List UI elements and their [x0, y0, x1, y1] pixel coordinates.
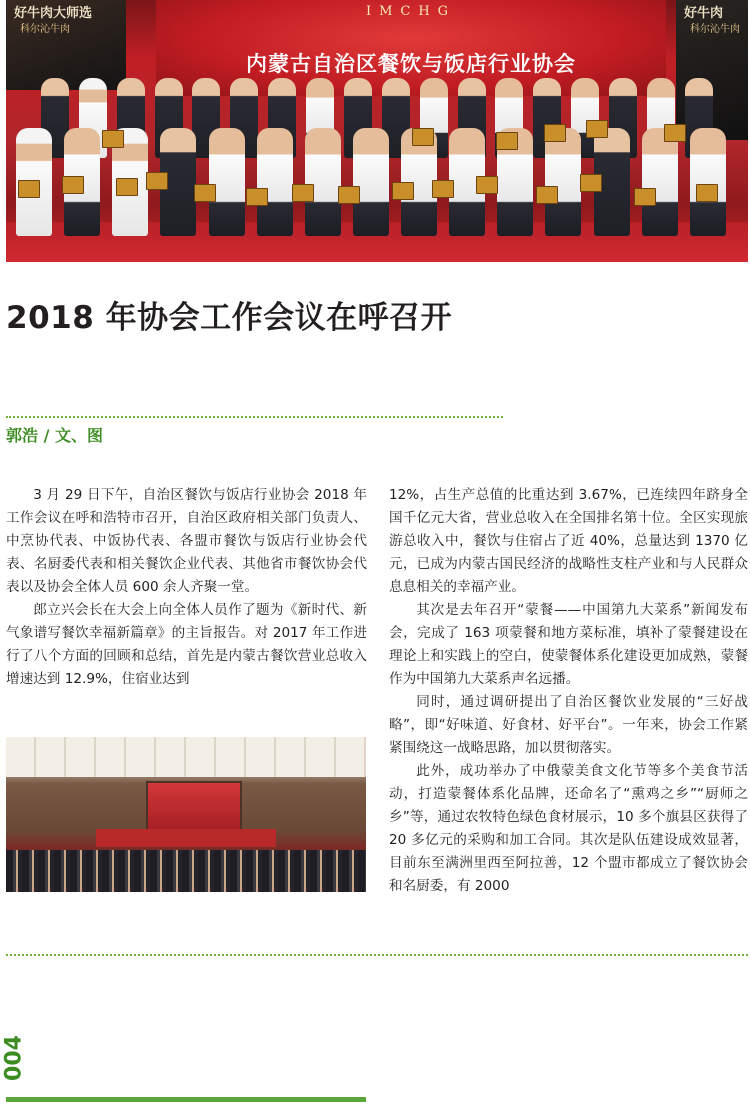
paragraph: 12%，占生产总值的比重达到 3.67%，已连续四年跻身全国千亿元大省，营业总收入在全国排名第十位。全区实现旅游总收入中，餐饮与住宿占了近 40%，总量达到 1370 亿元，已成为内蒙古国民经济的战略性支柱产业和与人民群众息息相关的幸福产业。 [389, 487, 748, 595]
screen-brand: IMCHG [365, 4, 457, 19]
screen-banner: 内蒙古自治区餐饮与饭店行业协会 [246, 52, 576, 76]
meeting-hall-photo [6, 737, 366, 892]
hall-audience [6, 850, 366, 892]
article-column-left [6, 484, 367, 691]
paragraph: 此外，成功举办了中俄蒙美食文化节等多个美食节活动，打造蒙餐体系化品牌，还命名了“熏鸡之乡”“厨师之乡”等，通过农牧特色绿色食材展示，10 多个旗县区获得了 20 多亿元的采购和加工合同。其次是队伍建设成效显著，目前东至满洲里西至阿拉善，12 个盟市都成立了餐饮协会和名厨委，有 2000 [389, 763, 748, 894]
hall-ceiling [6, 737, 366, 777]
side-screen-right-sub: 科尔沁牛肉 [690, 24, 740, 35]
article-byline: 郭浩 / 文、图 [6, 426, 103, 445]
side-screen-left-sub: 科尔沁牛肉 [20, 24, 70, 35]
paragraph: 3 月 29 日下午，自治区餐饮与饭店行业协会 2018 年工作会议在呼和浩特市召开，自治区政府相关部门负责人、中烹协代表、中饭协代表、各盟市餐饮与饭店行业协会代表、名厨委代表和相关餐饮企业代表、其他省市餐饮协会代表以及协会全体人员 600 余人齐聚一堂。 [6, 487, 367, 595]
side-screen-right-title: 好牛肉 [684, 6, 724, 21]
paragraph: 其次是去年召开“蒙餐——中国第九大菜系”新闻发布会，完成了 163 项蒙餐和地方菜标准，填补了蒙餐建设在理论上和实践上的空白，使蒙餐体系化建设更加成熟，蒙餐作为中国第九大菜系声名远播。 [389, 602, 748, 687]
footer-bar [6, 1097, 366, 1102]
article-column-right [389, 484, 748, 898]
footer-divider [6, 954, 748, 956]
group-photo [6, 0, 748, 262]
side-screen-left [6, 0, 126, 90]
article-headline: 2018 年协会工作会议在呼召开 [6, 300, 453, 336]
byline-divider [6, 416, 503, 418]
hall-screen [146, 781, 242, 833]
page-number [2, 1030, 26, 1086]
side-screen-left-title: 好牛肉大师选 [14, 6, 93, 21]
paragraph: 郎立兴会长在大会上向全体人员作了题为《新时代、新气象谱写餐饮幸福新篇章》的主旨报告。对 2017 年工作进行了八个方面的回顾和总结，首先是内蒙古餐饮营业总收入增速达到 12.9%，住宿业达到 [6, 602, 367, 687]
page-number-text: 004 [1, 1035, 27, 1081]
paragraph: 同时，通过调研提出了自治区餐饮业发展的“三好战略”，即“好味道、好食材、好平台”。一年来，协会工作紧紧围绕这一战略思路，加以贯彻落实。 [389, 694, 748, 756]
hall-stage [96, 829, 276, 847]
